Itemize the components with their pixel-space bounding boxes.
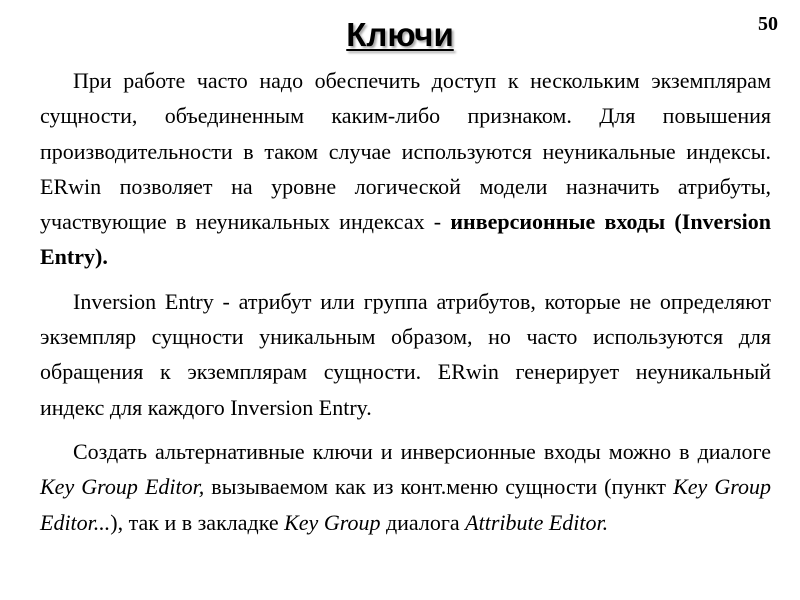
paragraph-1-text: При работе часто надо обеспечить доступ к нескольким экземплярам сущности, объединенным каким-либо признаком. Для повышения производительности в таком случае используются неуникальные индексы. ERwin позволяет на уровне логической модели назначить атрибуты, участвующие в неуникальных индексах - [40,68,771,235]
key-group-tab-term: Key Group [284,509,381,535]
page-number: 50 [758,13,778,35]
slide-title: Ключи [346,16,454,53]
key-group-editor-menu-item: Key Group Editor... [40,474,772,535]
paragraph-3-text-2: вызываемом как из конт.меню сущности (пункт [204,474,674,500]
paragraph-1 [40,63,771,275]
paragraph-2 [40,284,771,425]
inversion-entry-term: инверсионные входы (Inversion Entry). [40,209,771,270]
paragraph-3-text-4: диалога [380,509,466,535]
paragraph-3 [40,434,771,540]
key-group-editor-term: Key Group Editor, [40,474,205,500]
attribute-editor-term: Attribute Editor. [465,509,609,535]
paragraph-3-text-3: ), так и в закладке [110,509,285,535]
paragraph-2-text: Inversion Entry - атрибут или группа атрибутов, которые не определяют экземпляр сущности уникальным образом, но часто используются для обращения к экземплярам сущности. ERwin генерирует неуникальный индекс для каждого Inversion Entry. [40,288,771,420]
slide-body [40,63,771,540]
paragraph-3-text-1: Создать альтернативные ключи и инверсионные входы можно в диалоге [73,438,771,464]
